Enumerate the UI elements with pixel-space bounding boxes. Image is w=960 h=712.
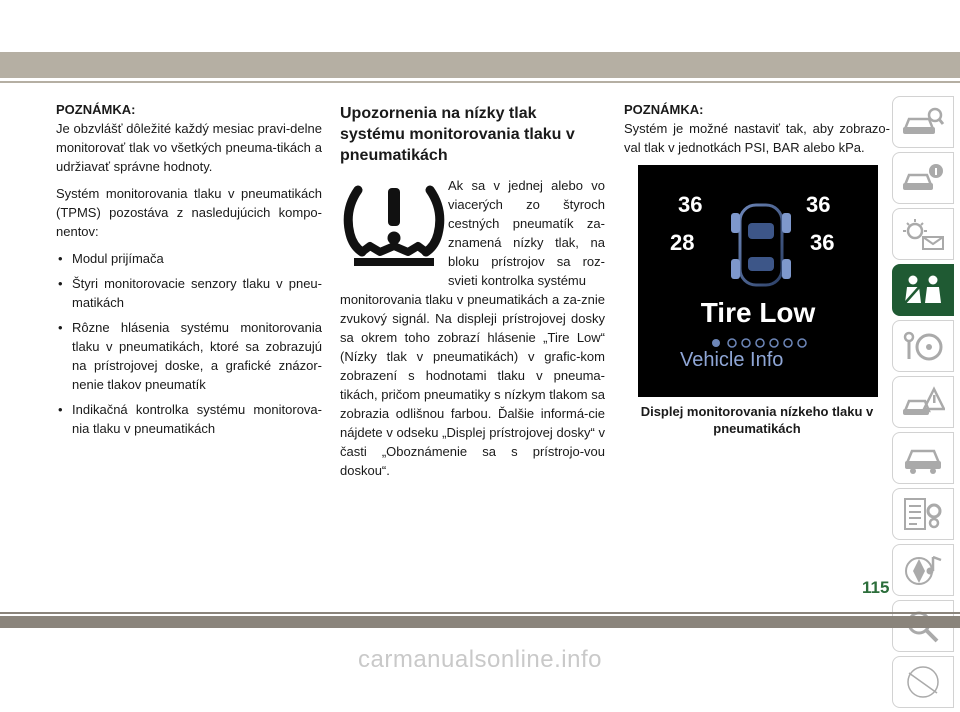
- tab-light-message[interactable]: [892, 208, 954, 260]
- light-message-icon: [901, 217, 945, 251]
- header-rule: [0, 81, 960, 83]
- component-list: [56, 249, 322, 438]
- tpms-intro: Systém monitorovania tlaku v pneumatikách (TPMS) pozostáva z nasledujúcich kompo-nentov:: [56, 186, 322, 239]
- list-item: • Indikačná kontrolka systému monitorova-nia tlaku v pneumatikách: [56, 400, 322, 438]
- warning-intro: Ak sa v jednej alebo vo viacerých zo štyroch cestných pneumatík za-znamená nízky tlak, na bloku prístrojov sa roz-svieti kontrolka systému: [448, 178, 605, 288]
- tpms-display-image: [638, 165, 878, 397]
- car-info-icon: [901, 161, 945, 195]
- tab-car-search[interactable]: [892, 96, 954, 148]
- column-middle: [340, 103, 605, 488]
- key-steering-icon: [901, 329, 945, 363]
- footer-rule: [0, 612, 960, 614]
- tab-music-navigation[interactable]: [892, 544, 954, 596]
- watermark: carmanualsonline.info: [358, 646, 602, 673]
- car-service-icon: [901, 441, 945, 475]
- checklist-gear-icon: [901, 497, 945, 531]
- header-band: [0, 52, 960, 78]
- note-heading: POZNÁMKA:: [624, 102, 704, 117]
- vehicle-info-label: Vehicle Info: [680, 349, 784, 371]
- music-navigation-icon: [901, 553, 945, 587]
- tab-breakdown-warning[interactable]: [892, 376, 954, 428]
- pressure-rear-left: 28: [670, 230, 695, 255]
- tab-seatbelt-airbag[interactable]: [892, 264, 954, 316]
- section-heading: Upozornenia na nízky tlak systému monitorovania tlaku v pneumatikách: [340, 105, 575, 164]
- breakdown-warning-icon: [901, 385, 945, 419]
- list-item: • Modul prijímača: [56, 249, 322, 268]
- note-text: Systém je možné nastaviť tak, aby zobrazo-val tlak v jednotkách PSI, BAR alebo kPa.: [624, 121, 890, 155]
- warning-body: monitorovania tlaku v pneumatikách a za-znie zvukový signál. Na displeji prístrojovej dosky sa okrem toho zobrazí hlásenie „Tire Low“ (Nízky tlak v pneumatikách) v grafic-kom zobrazení s hodnotami tlaku v pneuma-tikách, pričom pneumatiky s nízkym tlakom sa zobrazia odlišnou farbou. Ďalšie informá-cie nájdete v odseku „Displej prístrojovej dosky“ v časti „Oboznámenie sa s prístrojo-vou doskou“.: [340, 292, 605, 478]
- pressure-rear-right: 36: [810, 230, 835, 255]
- warning-block: [340, 176, 605, 290]
- tire-low-message: Tire Low: [700, 297, 816, 328]
- seatbelt-airbag-icon: [901, 273, 945, 307]
- tab-key-steering[interactable]: [892, 320, 954, 372]
- column-left: [56, 100, 322, 444]
- page-number: 115: [862, 578, 890, 597]
- footer-band: [0, 616, 960, 628]
- tab-checklist-gear[interactable]: [892, 488, 954, 540]
- car-search-icon: [901, 105, 945, 139]
- note-heading: POZNÁMKA:: [56, 102, 136, 117]
- pressure-front-left: 36: [678, 192, 703, 217]
- tab-car-service[interactable]: [892, 432, 954, 484]
- figure-caption: Displej monitorovania nízkeho tlaku v pneumatikách: [640, 404, 874, 436]
- pressure-front-right: 36: [806, 192, 831, 217]
- list-item: • Štyri monitorovacie senzory tlaku v pneu-matikách: [56, 274, 322, 312]
- column-right: [624, 100, 890, 437]
- tpms-warning-icon: [340, 176, 448, 268]
- tab-car-info[interactable]: [892, 152, 954, 204]
- list-item: • Rôzne hlásenia systému monitorovania tlaku v pneumatikách, ktoré sa zobrazujú na prístrojovej doske, a grafické znázor-nenie tlakov pneumatík: [56, 318, 322, 394]
- note-text: Je obzvlášť dôležité každý mesiac pravi-delne monitorovať tlak vo všetkých pneuma-tikách a udržiavať správne hodnoty.: [56, 121, 322, 174]
